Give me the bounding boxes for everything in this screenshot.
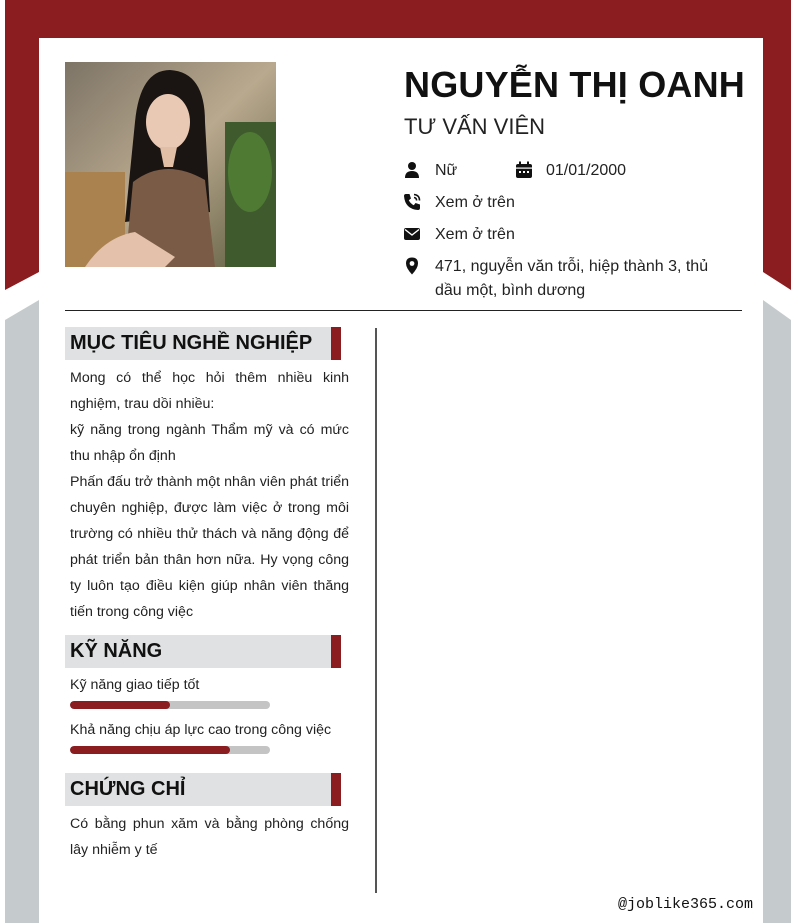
- skill-bar-fill: [70, 701, 170, 709]
- address-value: [435, 255, 735, 303]
- skill-bar-fill: [70, 746, 230, 754]
- section-accent-bar: [331, 327, 341, 360]
- column-divider: [375, 328, 377, 893]
- calendar-icon: [515, 161, 533, 179]
- address-line-2: dầu một, bình dương: [435, 282, 586, 299]
- section-header-certificates: [65, 773, 341, 806]
- gender-value: Nữ: [435, 162, 458, 179]
- section-header-skills: [65, 635, 341, 668]
- user-icon: [403, 161, 421, 179]
- section-accent-bar: [331, 773, 341, 806]
- objective-paragraph-2: kỹ năng trong ngành Thẩm mỹ và có mức thu nhập ổn định: [70, 422, 349, 464]
- profile-photo: [65, 62, 276, 267]
- section-title-objective: MỤC TIÊU NGHỀ NGHIỆP: [70, 332, 313, 354]
- candidate-name: NGUYỄN THỊ OANH: [404, 64, 746, 105]
- section-header-objective: [65, 327, 341, 360]
- job-title: TƯ VẤN VIÊN: [404, 114, 546, 139]
- email-value: Xem ở trên: [435, 226, 515, 243]
- section-title-certificates: CHỨNG CHỈ: [70, 778, 186, 800]
- objective-paragraph-1: Mong có thể học hỏi thêm nhiều kinh nghiệm, trau dồi nhiều:: [70, 370, 349, 412]
- address-line-1: 471, nguyễn văn trỗi, hiệp thành 3, thủ: [435, 258, 709, 275]
- watermark: @joblike365.com: [617, 896, 753, 913]
- objective-text: [70, 365, 349, 625]
- phone-icon: [403, 193, 421, 211]
- skill-name: Khả năng chịu áp lực cao trong công việc: [70, 722, 332, 738]
- birthday-value: 01/01/2000: [546, 162, 627, 179]
- certificates-text: Có bằng phun xăm và bằng phòng chống lây nhiễm y tế: [70, 816, 349, 858]
- skill-name: Kỹ năng giao tiếp tốt: [70, 677, 200, 693]
- section-title-skills: KỸ NĂNG: [70, 640, 163, 662]
- section-accent-bar: [331, 635, 341, 668]
- skill-bar-track: [70, 701, 270, 709]
- map-pin-icon: [403, 257, 421, 275]
- objective-paragraph-3: Phấn đấu trở thành một nhân viên phát triển chuyên nghiệp, được làm việc ở trong môi trường có nhiều thử thách và năng động để phát triển bản thân hơn nữa. Hy vọng công ty luôn tạo điều kiện giúp nhân viên thăng tiến trong công việc: [70, 474, 349, 620]
- phone-value: Xem ở trên: [435, 194, 515, 211]
- skill-bar-track: [70, 746, 270, 754]
- header-divider: [65, 310, 742, 311]
- envelope-icon: [403, 225, 421, 243]
